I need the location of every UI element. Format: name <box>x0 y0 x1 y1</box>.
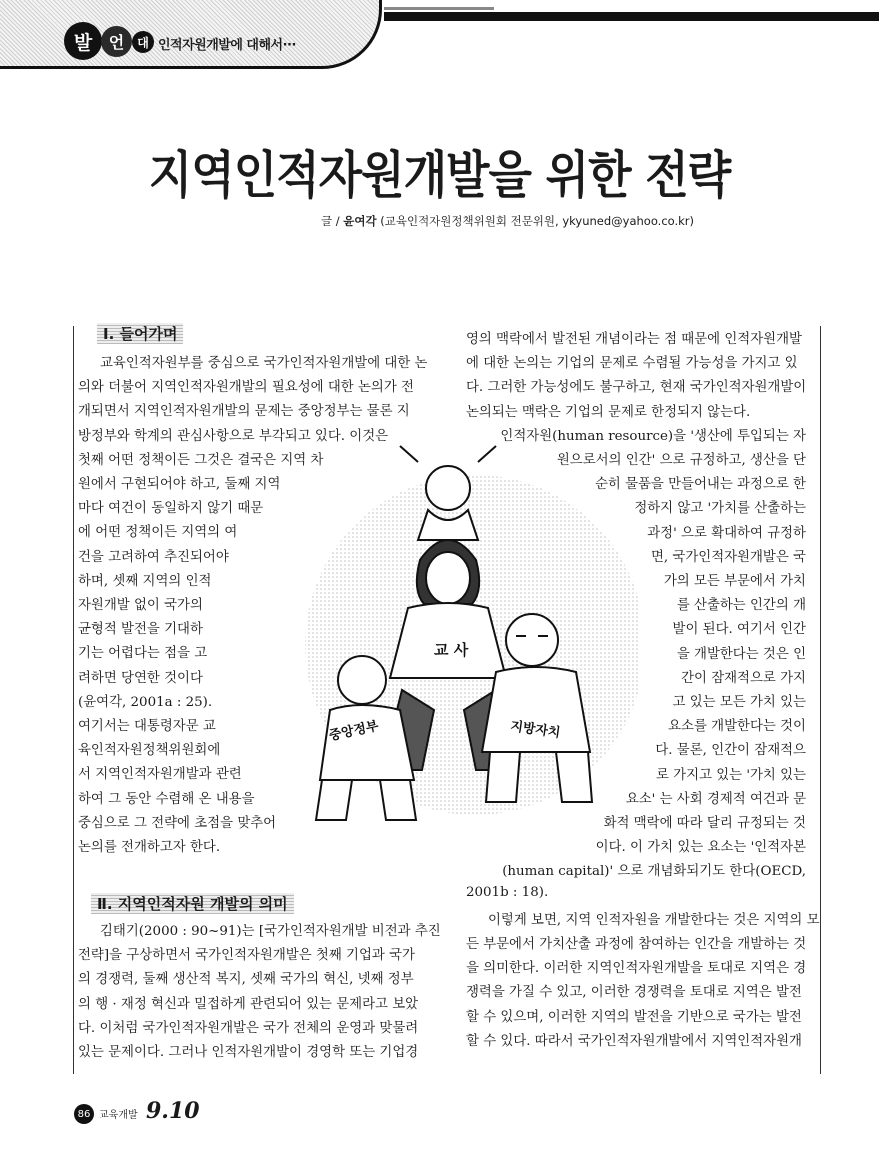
section1-line: 중심으로 그 전략에 초점을 맞추어 <box>78 815 277 831</box>
right_column-line: 이렇게 보면, 지역 인적자원을 개발한다는 것은 지역의 모 <box>488 912 820 928</box>
section1-line: 균형적 발전을 기대하 <box>78 622 203 638</box>
section1-line: 원에서 구현되어야 하고, 둘째 지역 <box>78 477 281 492</box>
header-circle-3: 대 <box>132 31 154 53</box>
right_column-line: (human capital)' 으로 개념화되기도 한다(OECD, <box>502 864 806 880</box>
right_column-line: 할 수 있다. 따라서 국가인적자원개발에서 지역인적자원개 <box>466 1033 802 1049</box>
section1-line: 자원개발 없이 국가의 <box>78 598 203 613</box>
section1-line: 에 어떤 정책이든 지역의 여 <box>78 525 238 541</box>
section1-line: 하며, 셋째 지역의 인적 <box>78 573 212 589</box>
section2-line: 의 경쟁력, 둘째 생산적 복지, 셋째 국가의 혁신, 넷째 정부 <box>78 972 414 988</box>
right_column-line: 쟁력을 가질 수 있고, 이러한 경쟁력을 토대로 지역은 발전 <box>466 985 802 1001</box>
right_column-line: 이다. 이 가치 있는 요소는 '인적자본 <box>595 840 806 856</box>
section1-line: 첫째 어떤 정책이든 그것은 결국은 지역 차 <box>78 452 324 468</box>
section2-line: 의 행 · 재정 혁신과 밀접하게 관련되어 있는 문제라고 보았 <box>78 996 419 1012</box>
right_column-line: 요소를 개발한다는 것이 <box>668 719 806 735</box>
right_column-line: 논의되는 맥락은 기업의 문제로 한정되지 않는다. <box>466 404 751 420</box>
header-circle-1: 발 <box>64 22 102 60</box>
issue-number: 9.10 <box>146 1098 200 1124</box>
section1-line: 의와 더불어 지역인적자원개발의 필요성에 대한 논의가 전 <box>78 380 414 396</box>
section1-line: 하여 그 동안 수렴해 온 내용을 <box>78 791 255 807</box>
right_column-line: 순히 물품을 만들어내는 과정으로 한 <box>594 477 806 493</box>
right_column-line: 다. 그러한 가능성에도 불구하고, 현재 국가인적자원개발이 <box>466 380 807 396</box>
right_column-line: 간이 잠재적으로 가지 <box>681 670 806 686</box>
right_column-line: 발이 된다. 여기서 인간 <box>672 622 806 638</box>
page-number: 86 <box>74 1104 94 1124</box>
label-local-gov: 지방자치 <box>509 719 562 741</box>
header-rule-thin <box>384 7 494 10</box>
section1-line: 교육인적자원부를 중심으로 국가인적자원개발에 대한 논 <box>100 356 428 371</box>
section1-line: 육인적자원정책위원회에 <box>78 743 221 759</box>
section2-heading: Ⅱ. 지역인적자원 개발의 의미 <box>91 893 294 914</box>
right_column-line: 을 개발한다는 것은 인 <box>676 646 806 662</box>
right_column-line: 든 부문에서 가치산출 과정에 참여하는 인간을 개발하는 것 <box>466 937 807 952</box>
right_column-line: 요소' 는 사회 경제적 여건과 문 <box>625 791 806 807</box>
right_column-line: 면, 국가인적자원개발은 국 <box>650 549 806 565</box>
section1-line: 기는 어렵다는 점을 고 <box>78 646 208 662</box>
section2-line: 다. 이처럼 국가인적자원개발은 국가 전체의 운영과 맞물려 <box>78 1020 419 1036</box>
right_column-line: 2001b : 18). <box>466 884 549 900</box>
label-central-gov: 중앙정부 <box>327 718 380 744</box>
column-rule-left <box>73 326 74 1074</box>
section1-line: 방정부와 학계의 관심사항으로 부각되고 있다. 이것은 <box>78 428 389 444</box>
byline-detail: (교육인적자원정책위원회 전문위원, ykyuned@yahoo.co.kr) <box>380 214 695 228</box>
section2-line: 전략]을 구상하면서 국가인적자원개발은 첫째 기업과 국가 <box>78 948 415 964</box>
section1-heading: Ⅰ. 들어가며 <box>97 323 183 344</box>
section1-line: 서 지역인적자원개발과 관련 <box>78 767 242 783</box>
header-circle-2: 언 <box>101 26 132 57</box>
section1-line: 개되면서 지역인적자원개발의 문제는 중앙정부는 물론 지 <box>78 404 410 420</box>
column-rule-right <box>820 326 821 1074</box>
right_column-line: 다. 물론, 인간이 잠재적으 <box>655 743 806 759</box>
right_column-line: 영의 맥락에서 발전된 개념이라는 점 때문에 인적자원개발 <box>466 332 802 347</box>
label-teacher: 교 사 <box>434 641 469 659</box>
running-title: 인적자원개발에 대해서··· <box>158 38 296 53</box>
section2-line: 있는 문제이다. 그러나 인적자원개발이 경영학 또는 기업경 <box>78 1045 419 1060</box>
right_column-line: 정하지 않고 '가치를 산출하는 <box>634 501 806 517</box>
article-title: 지역인적자원개발을 위한 전략 <box>148 145 731 205</box>
right_column-line: 가의 모든 부문에서 가치 <box>663 574 806 589</box>
right_column-line: 원으로서의 인간' 으로 규정하고, 생산을 단 <box>556 453 806 468</box>
magazine-name: 교육개발 <box>99 1110 138 1121</box>
byline <box>0 213 879 229</box>
right_column-line: 를 산출하는 인간의 개 <box>676 598 806 614</box>
byline-author: 윤여각 <box>343 214 377 228</box>
right_column-line: 화적 맥락에 따라 달리 규정되는 것 <box>603 816 806 831</box>
right_column-line: 을 의미한다. 이러한 지역인적자원개발을 토대로 지역은 경 <box>466 961 807 977</box>
section1-line: 마다 여건이 동일하지 않기 때문 <box>78 501 264 517</box>
right_column-line: 인적자원(human resource)을 '생산에 투입되는 자 <box>500 428 806 444</box>
section1-line: 논의를 전개하고자 한다. <box>78 840 221 855</box>
right_column-line: 고 있는 모든 가치 있는 <box>672 695 806 710</box>
right_column-line: 할 수 있으며, 이러한 지역의 발전을 기반으로 국가는 발전 <box>466 1009 802 1025</box>
right_column-line: 과정' 으로 확대하여 규정하 <box>647 525 806 541</box>
right_column-line: 에 대한 논의는 기업의 문제로 수렴될 가능성을 가지고 있 <box>466 356 798 372</box>
right_column-line: 로 가지고 있는 '가치 있는 <box>655 767 806 783</box>
section1-line: (윤여각, 2001a : 25). <box>78 694 213 710</box>
section2-line: 김태기(2000 : 90~91)는 [국가인적자원개발 비전과 추진 <box>100 924 441 939</box>
header-rule <box>384 12 879 21</box>
byline-prefix: 글 / <box>320 214 340 228</box>
section1-line: 려하면 당연한 것이다 <box>78 670 203 686</box>
section1-line: 건을 고려하여 추진되어야 <box>78 549 229 565</box>
section1-line: 여기서는 대통령자문 교 <box>78 719 216 734</box>
